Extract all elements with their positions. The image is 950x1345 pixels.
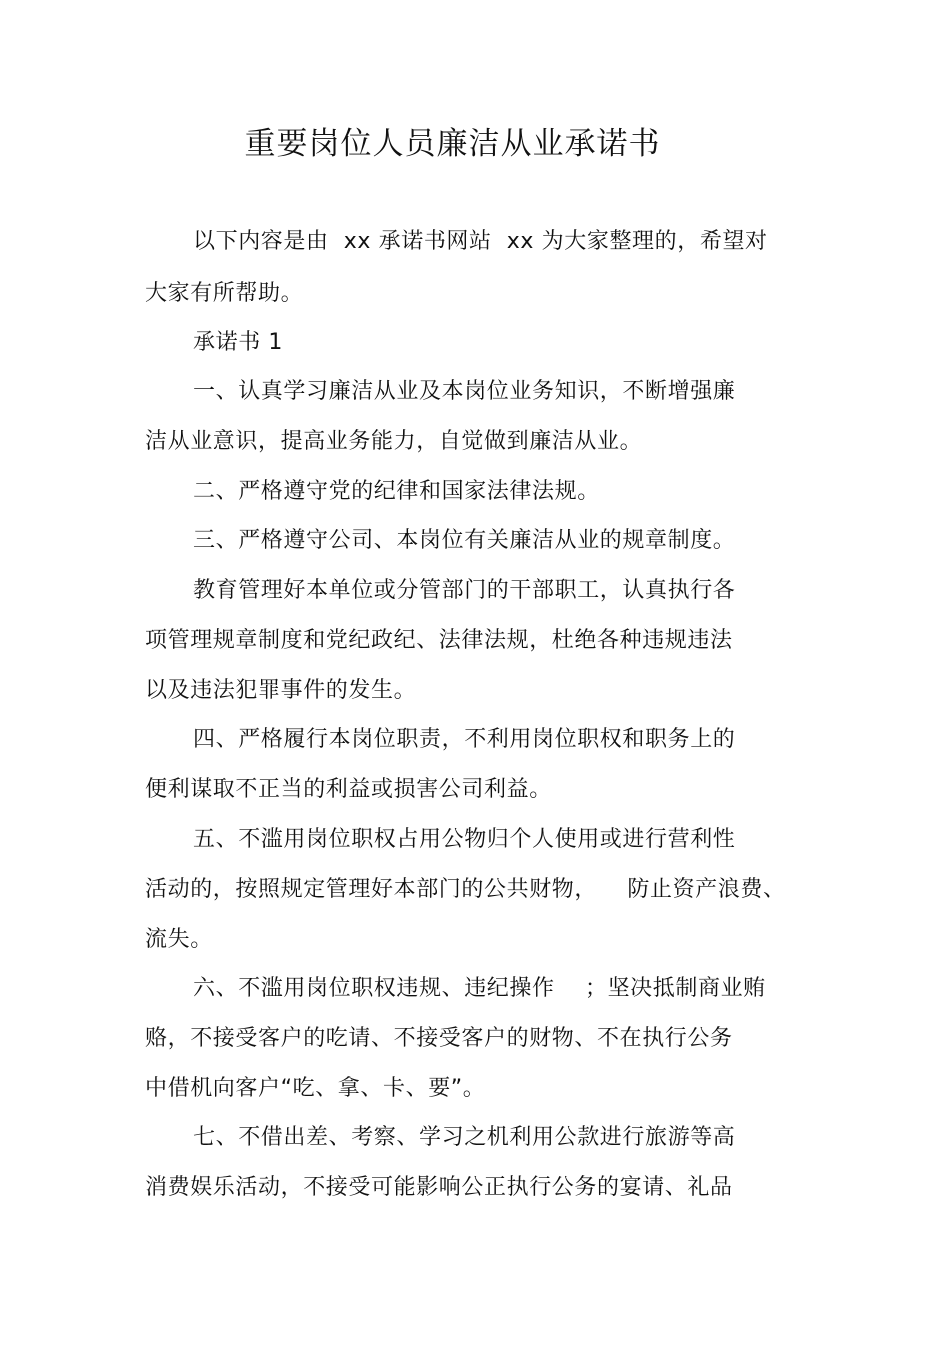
paragraph-line: 五、不滥用岗位职权占用公物归个人使用或进行营利性 (193, 827, 736, 852)
paragraph-line: 七、不借出差、考察、学习之机利用公款进行旅游等高 (193, 1125, 736, 1150)
paragraph-line: 六、不滥用岗位职权违规、违纪操作 ；坚决抵制商业贿 (193, 976, 766, 1001)
paragraph-line: 流失。 (145, 927, 213, 952)
paragraph-line: 二、严格遵守党的纪律和国家法律法规。 (193, 479, 600, 504)
document-title: 重要岗位人员廉洁从业承诺书 (244, 126, 661, 162)
paragraph-line: 项管理规章制度和党纪政纪、法律法规，杜绝各种违规违法 (145, 628, 733, 653)
paragraph-line: 中借机向客户“吃、拿、卡、要”。 (145, 1076, 486, 1101)
paragraph-line: 三、严格遵守公司、本岗位有关廉洁从业的规章制度。 (193, 528, 736, 553)
paragraph-line: 四、严格履行本岗位职责，不利用岗位职权和职务上的 (193, 727, 736, 752)
paragraph-line: 以及违法犯罪事件的发生。 (145, 678, 417, 703)
paragraph-line: 承诺书 1 (193, 330, 283, 355)
paragraph-line: 赂，不接受客户的吃请、不接受客户的财物、不在执行公务 (145, 1026, 733, 1051)
paragraph-line: 洁从业意识，提高业务能力，自觉做到廉洁从业。 (145, 429, 643, 454)
paragraph-line: 一、认真学习廉洁从业及本岗位业务知识，不断增强廉 (193, 379, 736, 404)
paragraph-line: 大家有所帮助。 (145, 281, 304, 306)
paragraph-line: 便利谋取不正当的利益或损害公司利益。 (145, 777, 552, 802)
paragraph-line: 活动的，按照规定管理好本部门的公共财物， 防止资产浪费、 (145, 877, 786, 902)
paragraph-line: 消费娱乐活动，不接受可能影响公正执行公务的宴请、礼品 (145, 1175, 733, 1200)
paragraph-line: 教育管理好本单位或分管部门的干部职工，认真执行各 (193, 578, 736, 603)
paragraph-line: 以下内容是由 xx 承诺书网站 xx 为大家整理的，希望对 (193, 229, 768, 254)
